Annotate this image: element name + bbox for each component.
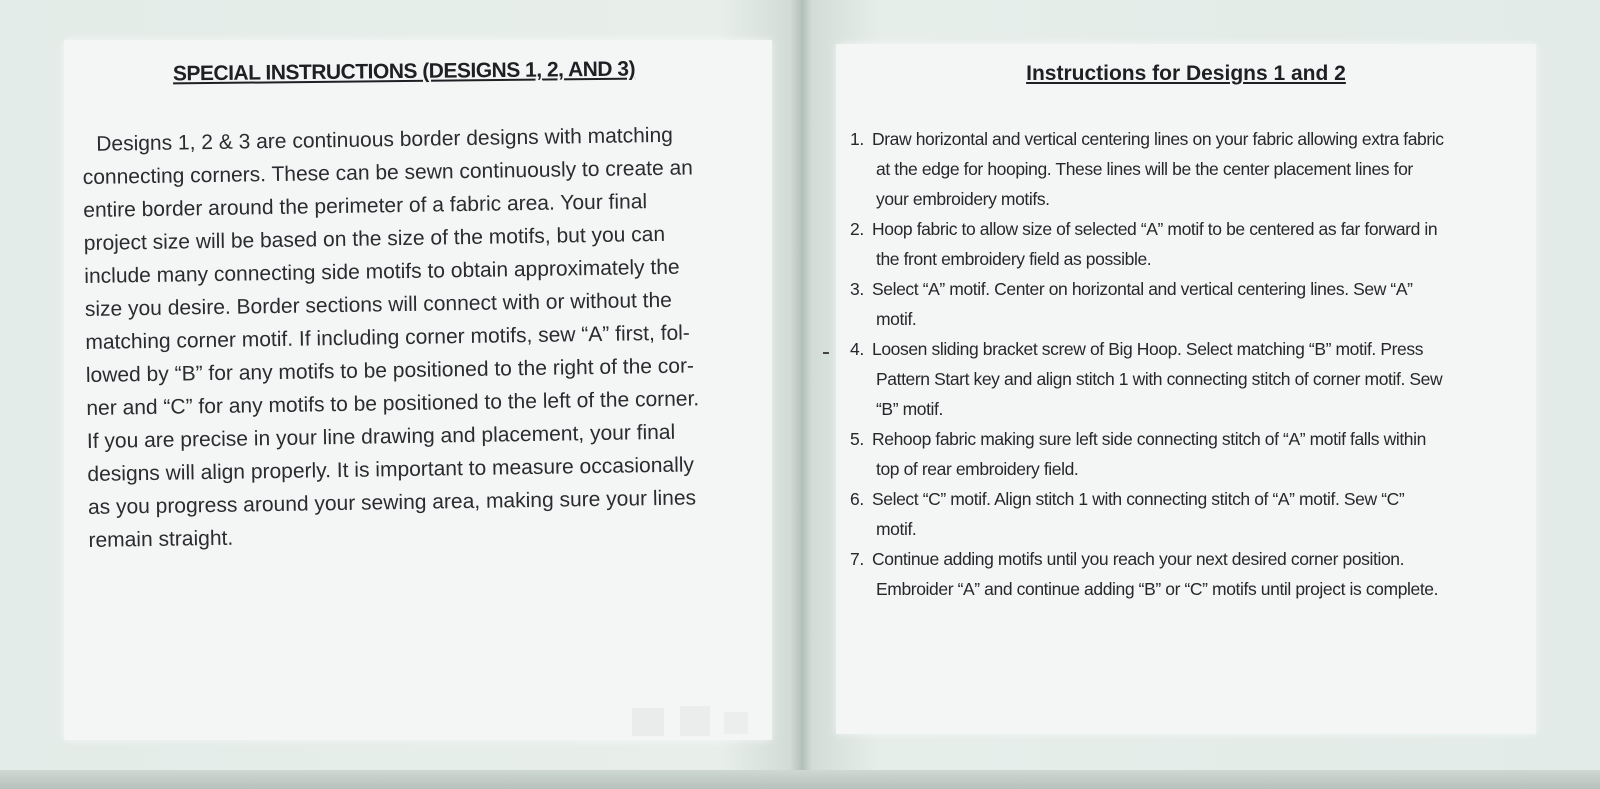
step-item: [850, 484, 1520, 544]
step-line: at the edge for hooping. These lines will be the center placement lines for: [876, 159, 1413, 179]
step-line: Draw horizontal and vertical centering lines on your fabric allowing extra fabric: [872, 129, 1444, 149]
center-fold: [790, 0, 812, 789]
steps-list: [850, 124, 1520, 604]
step-number: 2.: [850, 219, 864, 239]
step-item: [850, 274, 1520, 334]
step-line: Continue adding motifs until you reach your next desired corner position.: [872, 549, 1405, 569]
step-line: top of rear embroidery field.: [876, 459, 1079, 479]
body-line: as you progress around your sewing area, making sure your lines: [87, 486, 697, 519]
step-number: 7.: [850, 549, 864, 569]
left-page-body: [82, 118, 749, 557]
step-line: Embroider “A” and continue adding “B” or “C” motifs until project is complete.: [876, 579, 1439, 599]
body-line: entire border around the perimeter of a fabric area. Your final: [83, 190, 648, 222]
body-line: project size will be based on the size of the motifs, but you can: [83, 222, 666, 255]
left-page-title: SPECIAL INSTRUCTIONS (DESIGNS 1, 2, AND 3): [172, 57, 636, 86]
right-page: [836, 44, 1536, 734]
step-number: 1.: [850, 129, 864, 149]
step-line: Hoop fabric to allow size of selected “A” motif to be centered as far forward in: [872, 219, 1438, 239]
step-line: your embroidery motifs.: [876, 189, 1050, 209]
stray-mark: [823, 352, 829, 354]
body-line: If you are precise in your line drawing and placement, your final: [86, 420, 676, 453]
body-line: matching corner motif. If including corner motifs, sew “A” first, fol-: [85, 321, 691, 354]
step-item: [850, 214, 1520, 274]
step-line: Loosen sliding bracket screw of Big Hoop. Select matching “B” motif. Press: [872, 339, 1424, 359]
step-line: “B” motif.: [876, 399, 943, 419]
step-line: Pattern Start key and align stitch 1 with connecting stitch of corner motif. Sew: [876, 369, 1443, 389]
body-line: size you desire. Border sections will connect with or without the: [84, 288, 673, 321]
step-item: [850, 334, 1520, 424]
body-line: ner and “C” for any motifs to be positioned to the left of the corner.: [86, 387, 700, 420]
step-item: [850, 424, 1520, 484]
step-item: [850, 544, 1520, 604]
page-bottom-edge: [0, 770, 1600, 789]
step-number: 4.: [850, 339, 864, 359]
right-page-title: Instructions for Designs 1 and 2: [1026, 62, 1346, 85]
step-item: [850, 124, 1520, 214]
left-page: [64, 40, 772, 740]
step-line: motif.: [876, 519, 917, 539]
faint-logo-mark: [612, 702, 772, 742]
step-number: 5.: [850, 429, 864, 449]
step-line: Rehoop fabric making sure left side connecting stitch of “A” motif falls within: [872, 429, 1426, 449]
step-number: 3.: [850, 279, 864, 299]
step-line: the front embroidery field as possible.: [876, 249, 1152, 269]
body-line: remain straight.: [88, 526, 234, 552]
body-line: include many connecting side motifs to obtain approximately the: [84, 255, 680, 288]
step-line: Select “A” motif. Center on horizontal and vertical centering lines. Sew “A”: [872, 279, 1413, 299]
step-line: Select “C” motif. Align stitch 1 with connecting stitch of “A” motif. Sew “C”: [872, 489, 1405, 509]
body-line: connecting corners. These can be sewn continuously to create an: [82, 156, 694, 189]
body-line: lowed by “B” for any motifs to be positioned to the right of the cor-: [85, 354, 695, 387]
body-line: designs will align properly. It is important to measure occasionally: [87, 453, 695, 486]
body-line: Designs 1, 2 & 3 are continuous border designs with matching: [96, 123, 674, 156]
step-number: 6.: [850, 489, 864, 509]
step-line: motif.: [876, 309, 917, 329]
